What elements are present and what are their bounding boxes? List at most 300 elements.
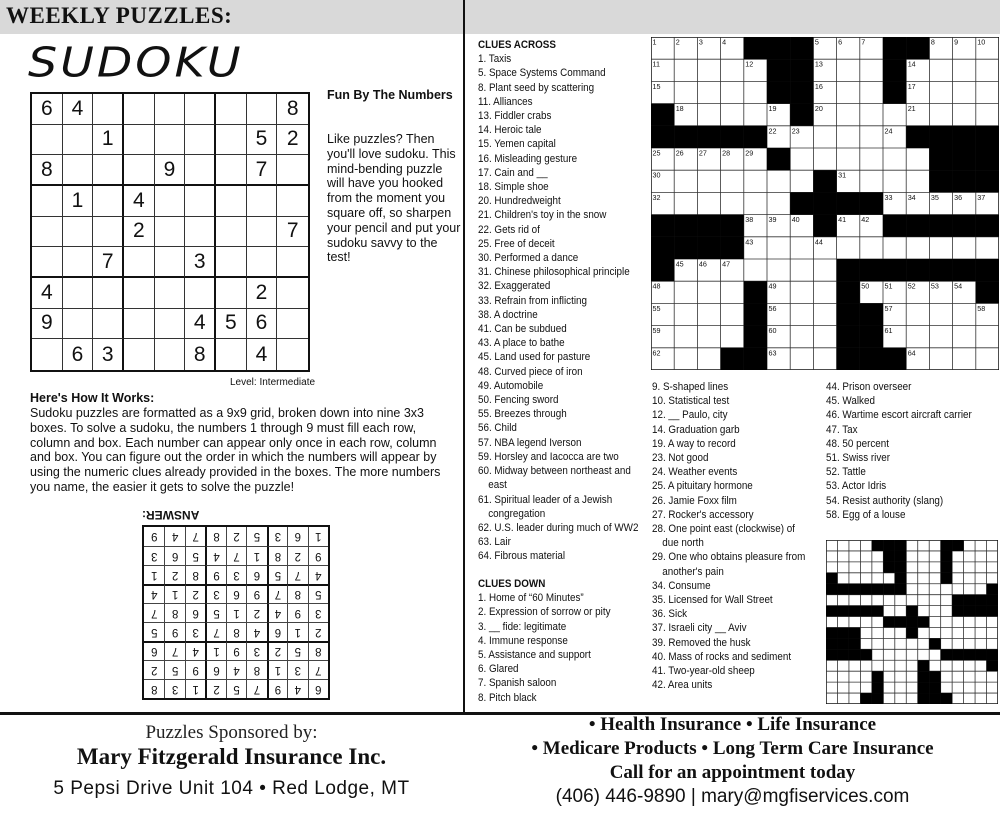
clue-number: 21	[907, 104, 916, 114]
answer-cell: 4	[144, 584, 164, 603]
sudoku-cell[interactable]: 9	[32, 309, 63, 340]
black-square	[906, 215, 929, 237]
black-square	[883, 617, 894, 628]
clue: 3. __ fide: legitimate	[478, 620, 567, 633]
black-square	[651, 126, 674, 148]
clue: 20. Hundredweight	[478, 195, 561, 208]
black-square	[883, 540, 894, 551]
clue-number: 30	[652, 170, 661, 180]
answer-cell: 9	[185, 660, 205, 679]
answer-cell: 7	[185, 527, 205, 546]
black-square	[744, 326, 767, 348]
sponsor-address: 5 Pepsi Drive Unit 104 • Red Lodge, MT	[53, 778, 410, 799]
clue-number: 11	[652, 59, 660, 69]
answer-cell: 5	[308, 584, 328, 603]
answer-cell: 7	[267, 584, 287, 603]
clue: 5. Assistance and support	[478, 649, 591, 662]
answer-cell: 2	[185, 584, 205, 603]
clue: 23. Not good	[652, 452, 709, 465]
sudoku-cell[interactable]	[216, 94, 247, 125]
clue: 64. Fibrous material	[478, 550, 566, 563]
clue-number: 27	[698, 148, 707, 158]
fun-text: Like puzzles? Then you'll love sudoku. This mind-bending puzzle will have you hooked from the moment you square off, so sharpen your pencil and put your sudoku savvy to the test!	[327, 132, 461, 265]
answer-cell: 8	[308, 641, 328, 660]
clues-down	[478, 577, 641, 705]
sudoku-cell[interactable]: 9	[155, 155, 186, 186]
sudoku-cell[interactable]	[216, 125, 247, 156]
black-square	[860, 606, 871, 617]
sudoku-cell[interactable]	[247, 217, 278, 248]
answer-cell: 5	[226, 679, 246, 698]
sudoku-cell[interactable]	[32, 247, 63, 278]
black-square	[883, 37, 906, 59]
black-square	[790, 37, 813, 59]
clue: 19. A way to record	[652, 437, 736, 450]
clue-number: 41	[838, 215, 847, 225]
sudoku-cell[interactable]	[277, 339, 308, 370]
sudoku-cell[interactable]: 7	[277, 217, 308, 248]
contact-info: (406) 446-9890 | mary@mgfiservices.com	[555, 786, 910, 807]
black-square	[906, 606, 917, 617]
clue: 62. U.S. leader during much of WW2	[478, 521, 639, 534]
black-square	[860, 649, 871, 660]
clue: 17. Cain and __	[478, 166, 548, 179]
black-square	[952, 540, 963, 551]
clue-number: 31	[838, 170, 847, 180]
sudoku-cell[interactable]: 3	[93, 339, 124, 370]
black-square	[883, 59, 906, 81]
clue: 41. Can be subdued	[478, 323, 567, 336]
sudoku-cell[interactable]	[63, 217, 94, 248]
clue: 14. Graduation garb	[652, 423, 740, 436]
answer-cell: 9	[246, 584, 266, 603]
black-square	[918, 682, 929, 693]
clue-number: 53	[930, 281, 939, 291]
black-square	[860, 303, 883, 325]
sudoku-cell[interactable]	[185, 94, 216, 125]
black-square	[964, 649, 975, 660]
answer-cell: 6	[185, 603, 205, 622]
black-square	[929, 126, 952, 148]
black-square	[895, 573, 906, 584]
sudoku-cell[interactable]	[155, 247, 186, 278]
clue: 48. Curved piece of iron	[478, 365, 583, 378]
clue: 7. Spanish saloon	[478, 677, 557, 690]
black-square	[826, 584, 837, 595]
clue: 29. One who obtains pleasure from	[652, 551, 806, 564]
clue: 41. Two-year-old sheep	[652, 665, 755, 678]
black-square	[860, 326, 883, 348]
sudoku-cell[interactable]: 4	[63, 94, 94, 125]
clue: 44. Prison overseer	[826, 381, 912, 393]
black-square	[837, 259, 860, 281]
black-square	[953, 259, 976, 281]
answer-cell: 3	[246, 641, 266, 660]
answer-cell: 1	[287, 622, 307, 641]
clue-number: 6	[838, 37, 843, 47]
black-square	[849, 627, 860, 638]
sudoku-cell[interactable]	[185, 186, 216, 217]
sudoku-cell[interactable]	[63, 155, 94, 186]
sudoku-cell[interactable]	[93, 186, 124, 217]
sudoku-cell[interactable]: 1	[63, 186, 94, 217]
sudoku-cell[interactable]	[155, 309, 186, 340]
clue-number: 47	[722, 259, 731, 269]
black-square	[929, 215, 952, 237]
sudoku-cell[interactable]: 7	[247, 155, 278, 186]
answer-cell: 5	[144, 622, 164, 641]
how-it-works-text: Sudoku puzzles are formatted as a 9x9 grid, broken down into nine 3x3 boxes. To solve a sudoku, the numbers 1 through 9 must fill each row, column and box. Each number can appear only once in each row, column and box. You can figure out the order in which the numbers will appear by using the numeric clues already provided in the boxes. The more numbers you name, the easier it gets to solve the puzzle!	[30, 406, 441, 494]
clue: 15. Yemen capital	[478, 138, 556, 151]
clue: 16. Misleading gesture	[478, 152, 578, 165]
clue-number: 42	[861, 215, 870, 225]
sudoku-cell[interactable]	[93, 309, 124, 340]
sudoku-answer	[140, 505, 330, 700]
clue-number: 59	[652, 326, 661, 336]
sudoku-cell[interactable]	[63, 309, 94, 340]
sudoku-grid	[30, 92, 310, 372]
black-square	[849, 584, 860, 595]
sudoku-cell[interactable]	[155, 217, 186, 248]
sudoku-cell[interactable]: 5	[216, 309, 247, 340]
clue: 60. Midway between northeast and	[478, 465, 631, 478]
answer-cell: 8	[287, 584, 307, 603]
sudoku-cell[interactable]	[185, 125, 216, 156]
sudoku-cell[interactable]	[277, 155, 308, 186]
black-square	[952, 606, 963, 617]
black-square	[941, 573, 952, 584]
answer-cell: 6	[267, 622, 287, 641]
black-square	[929, 170, 952, 192]
sudoku-cell[interactable]: 1	[93, 125, 124, 156]
sudoku-cell[interactable]: 7	[93, 247, 124, 278]
sudoku-cell[interactable]	[124, 339, 155, 370]
clue-number: 28	[722, 148, 731, 158]
black-square	[906, 37, 929, 59]
black-square	[744, 303, 767, 325]
how-it-works-title: Here's How It Works:	[30, 391, 155, 405]
black-square	[976, 215, 999, 237]
clue-number: 52	[907, 281, 916, 291]
sudoku-answer-grid	[142, 525, 330, 700]
sudoku-cell[interactable]	[216, 217, 247, 248]
sudoku-cell[interactable]	[185, 217, 216, 248]
clue-number: 43	[745, 237, 754, 247]
sudoku-cell[interactable]	[93, 155, 124, 186]
clue: 57. NBA legend Iverson	[478, 436, 582, 449]
sudoku-cell[interactable]	[155, 186, 186, 217]
black-square	[849, 649, 860, 660]
black-square	[941, 649, 952, 660]
clue: 53. Actor Idris	[826, 480, 887, 493]
black-square	[767, 148, 790, 170]
black-square	[721, 237, 744, 259]
black-square	[918, 671, 929, 682]
clue-number: 2	[675, 37, 680, 47]
clue: 48. 50 percent	[826, 437, 889, 450]
black-square	[826, 606, 837, 617]
black-square	[872, 693, 883, 704]
sudoku-cell[interactable]: 2	[247, 278, 278, 309]
sudoku-cell[interactable]	[63, 125, 94, 156]
sudoku-cell[interactable]	[216, 155, 247, 186]
fun-title: Fun By The Numbers	[327, 88, 453, 102]
answer-cell: 3	[226, 565, 246, 584]
clue: 26. Jamie Foxx film	[652, 494, 737, 507]
black-square	[941, 693, 952, 704]
clue: 55. Breezes through	[478, 408, 567, 421]
sudoku-cell[interactable]: 8	[32, 155, 63, 186]
black-square	[975, 649, 986, 660]
black-square	[674, 126, 697, 148]
black-square	[813, 192, 836, 214]
clue: 40. Mass of rocks and sediment	[652, 650, 792, 663]
sponsor-name: Mary Fitzgerald Insurance Inc.	[76, 744, 387, 769]
answer-cell: 6	[287, 527, 307, 546]
black-square	[975, 595, 986, 606]
answer-cell: 3	[267, 527, 287, 546]
sudoku-cell[interactable]: 6	[63, 339, 94, 370]
clue: 31. Chinese philosophical principle	[478, 266, 630, 279]
sudoku-cell[interactable]	[155, 339, 186, 370]
answer-cell: 2	[308, 622, 328, 641]
clue: 47. Tax	[826, 423, 858, 436]
sudoku-cell[interactable]	[124, 247, 155, 278]
black-square	[721, 348, 744, 370]
clue: 43. A place to bathe	[478, 337, 565, 350]
clue-number: 35	[930, 192, 939, 202]
sudoku-cell[interactable]	[247, 94, 278, 125]
black-square	[929, 259, 952, 281]
answer-cell: 2	[226, 527, 246, 546]
sudoku-cell[interactable]	[32, 339, 63, 370]
answer-cell: 7	[308, 660, 328, 679]
clue: 12. __ Paulo, city	[652, 409, 728, 422]
black-square	[790, 104, 813, 126]
black-square	[674, 215, 697, 237]
black-square	[837, 649, 848, 660]
black-square	[964, 606, 975, 617]
answer-cell: 2	[164, 565, 184, 584]
clue: congregation	[488, 507, 546, 520]
clue: 13. Fiddler crabs	[478, 110, 552, 123]
clue: 61. Spiritual leader of a Jewish	[478, 493, 613, 506]
clues-across-title: CLUES ACROSS	[478, 39, 556, 51]
black-square	[929, 148, 952, 170]
black-square	[849, 606, 860, 617]
black-square	[895, 562, 906, 573]
sudoku-cell[interactable]	[155, 278, 186, 309]
black-square	[952, 595, 963, 606]
sudoku-cell[interactable]	[32, 217, 63, 248]
clue: 8. Plant seed by scattering	[478, 81, 595, 94]
clue-number: 57	[884, 303, 893, 313]
sudoku-cell[interactable]	[32, 125, 63, 156]
clue-number: 61	[884, 326, 893, 336]
sudoku-cell[interactable]	[124, 125, 155, 156]
clue: 36. Sick	[652, 608, 688, 621]
answer-cell: 5	[164, 660, 184, 679]
sudoku-cell[interactable]	[32, 186, 63, 217]
clue: 50. Fencing sword	[478, 394, 559, 407]
clue: 52. Tattle	[826, 466, 866, 479]
answer-cell: 6	[205, 660, 225, 679]
clue-number: 14	[907, 59, 916, 69]
black-square	[895, 617, 906, 628]
sudoku-cell[interactable]	[277, 278, 308, 309]
answer-cell: 7	[205, 622, 225, 641]
sudoku-cell[interactable]: 2	[124, 217, 155, 248]
clue-number: 25	[652, 148, 661, 158]
black-square	[767, 81, 790, 103]
answer-cell: 7	[246, 679, 266, 698]
black-square	[918, 693, 929, 704]
sudoku-cell[interactable]: 5	[247, 125, 278, 156]
clue-number: 10	[977, 37, 986, 47]
clue: 9. S-shaped lines	[652, 381, 729, 393]
answer-cell: 8	[226, 622, 246, 641]
crossword-answer	[826, 540, 998, 704]
black-square	[849, 638, 860, 649]
clue-number: 22	[768, 126, 777, 136]
sudoku-cell[interactable]	[277, 186, 308, 217]
clue: east	[488, 479, 507, 492]
sudoku-cell[interactable]	[155, 94, 186, 125]
sudoku-cell[interactable]	[247, 247, 278, 278]
black-square	[895, 584, 906, 595]
black-square	[744, 126, 767, 148]
sudoku-cell[interactable]	[277, 309, 308, 340]
sudoku-cell[interactable]	[63, 247, 94, 278]
sudoku-cell[interactable]	[93, 217, 124, 248]
black-square	[952, 649, 963, 660]
answer-cell: 1	[226, 603, 246, 622]
black-square	[826, 649, 837, 660]
clue-number: 24	[884, 126, 893, 136]
sudoku-cell[interactable]	[216, 186, 247, 217]
sudoku-cell[interactable]: 4	[185, 309, 216, 340]
sudoku-cell[interactable]	[93, 278, 124, 309]
sudoku-cell[interactable]: 4	[124, 186, 155, 217]
answer-cell: 3	[164, 679, 184, 698]
clue-number: 8	[930, 37, 935, 47]
clues-down-list	[478, 591, 641, 705]
sudoku-cell[interactable]: 4	[247, 339, 278, 370]
sudoku-cell[interactable]	[155, 125, 186, 156]
black-square	[976, 148, 999, 170]
black-square	[860, 192, 883, 214]
clue-number: 32	[652, 192, 661, 202]
black-square	[837, 192, 860, 214]
black-square	[906, 126, 929, 148]
answer-cell: 4	[164, 527, 184, 546]
clue: 2. Expression of sorrow or pity	[478, 606, 611, 619]
clue: 35. Licensed for Wall Street	[652, 594, 773, 607]
sudoku-cell[interactable]	[216, 278, 247, 309]
sudoku-cell[interactable]	[124, 278, 155, 309]
black-square	[651, 215, 674, 237]
clue: 22. Gets rid of	[478, 223, 540, 236]
sudoku-cell[interactable]	[277, 247, 308, 278]
answer-cell: 4	[308, 565, 328, 584]
black-square	[883, 81, 906, 103]
sudoku-cell[interactable]	[216, 339, 247, 370]
sudoku-cell[interactable]	[124, 94, 155, 125]
black-square	[826, 573, 837, 584]
sudoku-cell[interactable]: 3	[185, 247, 216, 278]
black-square	[872, 671, 883, 682]
clue: 56. Child	[478, 422, 517, 435]
clue: 4. Immune response	[478, 634, 568, 647]
sudoku-cell[interactable]: 6	[32, 94, 63, 125]
clue: 39. Removed the husk	[652, 636, 751, 649]
black-square	[790, 81, 813, 103]
answer-cell: 5	[185, 546, 205, 565]
clue-number: 13	[814, 59, 823, 69]
clue: 33. Refrain from inflicting	[478, 294, 587, 307]
sudoku-cell[interactable]	[63, 278, 94, 309]
clue: 45. Walked	[826, 395, 875, 408]
black-square	[813, 170, 836, 192]
answer-cell: 7	[287, 565, 307, 584]
black-square	[976, 126, 999, 148]
answer-cell: 7	[144, 603, 164, 622]
services-line-2: • Medicare Products • Long Term Care Insurance	[531, 738, 934, 759]
sudoku-cell[interactable]	[185, 155, 216, 186]
answer-cell: 2	[267, 641, 287, 660]
black-square	[976, 170, 999, 192]
clue-number: 38	[745, 215, 754, 225]
answer-cell: 8	[185, 565, 205, 584]
clue-number: 26	[675, 148, 684, 158]
sudoku-cell[interactable]	[216, 247, 247, 278]
sudoku-cell[interactable]: 8	[277, 94, 308, 125]
answer-cell: 9	[308, 546, 328, 565]
answer-cell: 9	[205, 565, 225, 584]
answer-cell: 3	[287, 660, 307, 679]
sudoku-cell[interactable]	[93, 94, 124, 125]
sudoku-cell[interactable]: 6	[247, 309, 278, 340]
black-square	[651, 104, 674, 126]
clue: 45. Land used for pasture	[478, 351, 591, 364]
answer-cell: 6	[226, 584, 246, 603]
answer-cell: 2	[144, 660, 164, 679]
answer-cell: 6	[308, 679, 328, 698]
sudoku-cell[interactable]: 2	[277, 125, 308, 156]
sudoku-cell[interactable]	[124, 309, 155, 340]
sudoku-cell[interactable]	[247, 186, 278, 217]
clue-number: 54	[954, 281, 963, 291]
answer-cell: 3	[205, 584, 225, 603]
black-square	[929, 638, 940, 649]
sudoku-cell[interactable]: 4	[32, 278, 63, 309]
black-square	[697, 237, 720, 259]
clue-number: 17	[907, 81, 916, 91]
crossword-grid	[651, 37, 999, 370]
black-square	[744, 348, 767, 370]
sudoku-cell[interactable]	[185, 278, 216, 309]
clue: 10. Statistical test	[652, 395, 730, 408]
black-square	[860, 584, 871, 595]
sudoku-cell[interactable]	[124, 155, 155, 186]
clue: 25. A pituitary hormone	[652, 480, 753, 493]
answer-cell: 9	[267, 679, 287, 698]
sudoku-cell[interactable]: 8	[185, 339, 216, 370]
black-square	[883, 215, 906, 237]
black-square	[790, 192, 813, 214]
clue-number: 62	[652, 348, 661, 358]
answer-cell: 2	[287, 546, 307, 565]
